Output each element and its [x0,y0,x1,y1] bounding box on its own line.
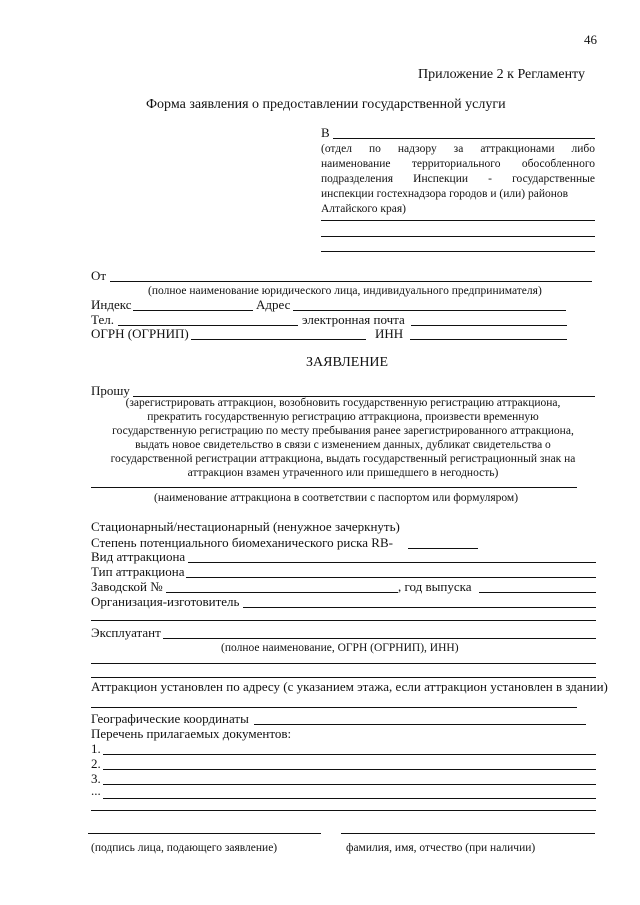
request-hint-2: прекратить государственную регистрацию аттракциона, произвести временную [147,411,539,423]
operator-field[interactable] [163,638,596,639]
manufacturer-extra-line[interactable] [91,620,596,621]
document-item-2-label: 2. [91,756,101,771]
inn-field[interactable] [410,339,567,340]
documents-extra-line[interactable] [91,810,596,811]
to-hint-2: наименование территориального обособленного [321,158,595,170]
to-hint-4: инспекции гостехнадзора городов и (или) районов [321,188,569,200]
type-field[interactable] [186,577,596,578]
to-extra-line-2[interactable] [321,236,595,237]
to-field[interactable] [333,138,595,139]
to-hint-1: (отдел по надзору за аттракционами либо [321,143,595,155]
request-hint-4: выдать новое свидетельство в связи с изменением данных, дубликат свидетельства о [135,439,551,451]
email-field[interactable] [411,325,567,326]
operator-extra-line-1[interactable] [91,663,596,664]
form-title: Форма заявления о предоставлении государственной услуги [146,97,506,112]
request-hint-3: государственную регистрацию по месту пребывания ранее зарегистрированного аттракциона, [112,425,574,437]
statement-title: ЗАЯВЛЕНИЕ [306,355,389,370]
to-label: В [321,125,330,140]
inn-label: ИНН [375,326,404,341]
operator-hint: (полное наименование, ОГРН (ОГРНИП), ИНН) [221,642,459,654]
location-field[interactable] [91,707,577,708]
manufacturer-label: Организация-изготовитель [91,594,240,609]
document-item-1-field[interactable] [103,754,596,755]
serial-label: Заводской № [91,579,163,594]
phone-label: Тел. [91,312,114,327]
index-label: Индекс [91,297,132,312]
ogrn-label: ОГРН (ОГРНИП) [91,326,189,341]
signature-field[interactable] [88,833,321,834]
year-label: , год выпуска [398,579,472,594]
document-item-more-field[interactable] [103,798,596,799]
ogrn-field[interactable] [191,339,366,340]
request-hint-6: аттракцион взамен утраченного или пришедшего в негодность) [187,467,499,479]
to-hint-3: подразделения Инспекции - государственные [321,173,595,185]
request-hint-1: (зарегистрировать аттракцион, возобновить государственную регистрацию аттракциона, [125,397,561,409]
kind-label: Вид аттракциона [91,549,186,564]
full-name-hint: фамилия, имя, отчество (при наличии) [346,842,536,854]
type-label: Тип аттракциона [91,564,185,579]
operator-label: Эксплуатант [91,625,161,640]
to-extra-line-1[interactable] [321,220,595,221]
from-hint: (полное наименование юридического лица, индивидуального предпринимателя) [148,285,542,297]
year-field[interactable] [479,592,596,593]
attraction-name-hint: (наименование аттракциона в соответствии с паспортом или формуляром) [154,492,519,504]
coords-label: Географические координаты [91,711,249,726]
location-text: Аттракцион установлен по адресу (с указанием этажа, если аттракцион установлен в здании) [91,679,608,694]
coords-field[interactable] [254,724,586,725]
address-field[interactable] [293,310,566,311]
serial-field[interactable] [166,592,398,593]
appendix-label: Приложение 2 к Регламенту [418,67,585,82]
document-item-1-label: 1. [91,741,101,756]
request-label: Прошу [91,383,130,398]
stationary-text: Стационарный/нестационарный (ненужное зачеркнуть) [91,519,400,534]
from-field[interactable] [110,281,592,282]
document-item-2-field[interactable] [103,769,596,770]
from-label: От [91,268,107,283]
to-extra-line-3[interactable] [321,251,595,252]
address-label: Адрес [256,297,291,312]
to-hint-5: Алтайского края) [321,203,406,215]
risk-field[interactable] [408,548,478,549]
request-hint-5: государственной регистрации аттракциона, выдать государственный регистрационный знак на [110,453,576,465]
document-item-3-label: 3. [91,771,101,786]
kind-field[interactable] [188,562,596,563]
manufacturer-field[interactable] [243,607,596,608]
index-field[interactable] [133,310,253,311]
document-item-more-label: ... [91,783,101,798]
email-label: электронная почта [302,312,405,327]
page-number: 46 [584,32,597,47]
operator-extra-line-2[interactable] [91,677,596,678]
attraction-name-field[interactable] [91,487,577,488]
document-item-3-field[interactable] [103,784,596,785]
documents-label: Перечень прилагаемых документов: [91,726,292,741]
full-name-field[interactable] [341,833,595,834]
risk-label: Степень потенциального биомеханического риска RB- [91,535,393,550]
signature-hint: (подпись лица, подающего заявление) [91,842,278,854]
